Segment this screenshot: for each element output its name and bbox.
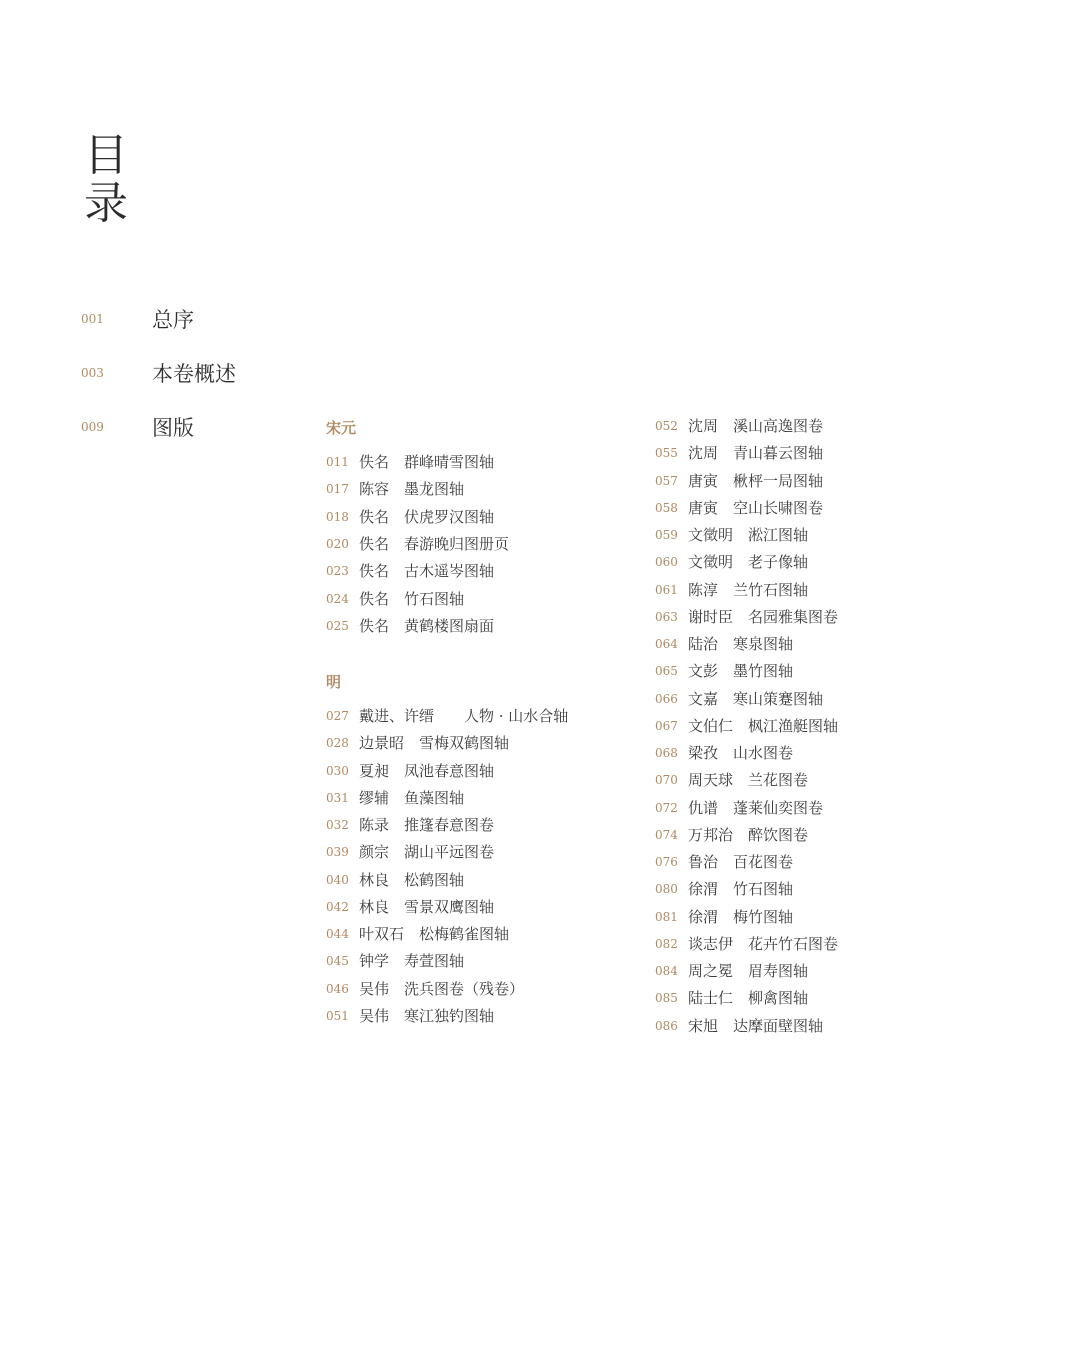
entry-page-number: 076 <box>655 855 678 869</box>
entry-work-title: 寒泉图轴 <box>733 635 794 653</box>
entry-artist: 仇谱 <box>688 798 719 817</box>
entry-artist: 唐寅 <box>688 471 719 490</box>
entry-artist: 文徵明 <box>688 526 734 544</box>
entry-artist: 陈淳 <box>688 580 719 599</box>
entry-page-number: 018 <box>326 509 349 524</box>
toc-main-item[interactable] <box>0 358 320 388</box>
entry-page-number: 057 <box>655 473 678 488</box>
entry-work-title: 楸枰一局图轴 <box>733 471 824 490</box>
entry-artist: 吴伟 <box>359 1006 390 1025</box>
entry-work-title: 寒江独钓图轴 <box>404 1006 495 1025</box>
entry-artist: 吴伟 <box>359 979 390 998</box>
entry-artist: 文伯仁 <box>688 716 734 735</box>
entry-work-title: 凤池春意图轴 <box>404 761 495 780</box>
entry-artist: 徐渭 <box>688 880 719 899</box>
entry-page-number: 046 <box>326 981 349 996</box>
entry-work-title: 鱼藻图轴 <box>404 788 465 807</box>
entry-page-number: 024 <box>326 591 349 606</box>
entry-page-number: 065 <box>655 664 678 679</box>
entry-page-number: 058 <box>655 500 678 515</box>
entry-work-title: 老子像轴 <box>748 553 809 572</box>
entry-page-number: 061 <box>655 582 678 597</box>
entry-page-number: 068 <box>655 746 678 760</box>
entry-work-title: 兰竹石图轴 <box>733 580 809 599</box>
toc-main-item[interactable] <box>0 304 320 334</box>
entry-artist: 佚名 <box>359 453 390 471</box>
toc-column-left <box>326 0 646 1100</box>
entry-work-title: 达摩面壁图轴 <box>733 1016 824 1035</box>
entry-artist: 谢时臣 <box>688 607 734 626</box>
entry-page-number: 085 <box>655 991 678 1006</box>
entry-work-title: 梅竹图轴 <box>733 907 794 926</box>
entry-page-number: 011 <box>326 455 349 469</box>
entry-artist: 钟学 <box>359 952 390 971</box>
entry-page-number: 040 <box>326 872 349 887</box>
entry-work-title: 湖山平远图卷 <box>404 843 495 862</box>
entry-page-number: 023 <box>326 564 349 579</box>
entry-artist: 文徵明 <box>688 553 734 572</box>
entry-page-number: 025 <box>326 618 349 633</box>
entry-work-title: 雪梅双鹤图轴 <box>419 734 510 753</box>
toc-main-number: 001 <box>81 312 104 326</box>
entry-page-number: 044 <box>326 927 349 941</box>
entry-work-title: 群峰晴雪图轴 <box>404 453 495 471</box>
entry-page-number: 067 <box>655 718 678 733</box>
entry-artist: 陈录 <box>359 816 390 834</box>
entry-work-title: 百花图卷 <box>733 853 794 871</box>
entry-page-number: 042 <box>326 899 349 914</box>
entry-page-number: 082 <box>655 936 678 951</box>
entry-page-number: 080 <box>655 882 678 897</box>
entry-work-title: 寿萱图轴 <box>404 952 465 971</box>
section-title-song-yuan: 宋元 <box>326 419 357 437</box>
entry-page-number: 060 <box>655 555 678 570</box>
entry-artist: 缪辅 <box>359 788 390 807</box>
entry-artist: 周天球 <box>688 771 734 790</box>
entry-artist: 宋旭 <box>688 1016 719 1035</box>
entry-page-number: 072 <box>655 800 678 815</box>
entry-artist: 周之冕 <box>688 962 734 980</box>
entry-artist: 佚名 <box>359 534 390 553</box>
entry-work-title: 人物 · 山水合轴 <box>464 707 569 725</box>
entry-artist: 唐寅 <box>688 498 719 517</box>
entry-page-number: 017 <box>326 482 349 497</box>
entry-work-title: 雪景双鹰图轴 <box>404 897 495 916</box>
entry-work-title: 古木遥岑图轴 <box>404 562 495 581</box>
entry-artist: 徐渭 <box>688 907 719 926</box>
entry-page-number: 055 <box>655 446 678 461</box>
entry-page-number: 028 <box>326 736 349 751</box>
entry-page-number: 081 <box>655 909 678 924</box>
entry-work-title: 春游晚归图册页 <box>404 534 510 553</box>
entry-page-number: 063 <box>655 609 678 624</box>
entry-artist: 戴进、许缙 <box>359 707 435 725</box>
entry-work-title: 竹石图轴 <box>404 589 465 608</box>
toc-main-label: 本卷概述 <box>152 362 236 386</box>
entry-page-number: 084 <box>655 964 678 978</box>
entry-artist: 鲁治 <box>688 853 719 871</box>
entry-page-number: 030 <box>326 763 349 778</box>
entry-artist: 万邦治 <box>688 825 734 844</box>
entry-artist: 陈容 <box>359 480 390 499</box>
entry-artist: 佚名 <box>359 589 390 608</box>
entry-work-title: 山水图卷 <box>733 744 794 762</box>
entry-work-title: 醉饮图卷 <box>748 825 809 844</box>
entry-work-title: 松鹤图轴 <box>404 870 465 889</box>
entry-artist: 叶双石 <box>359 925 405 943</box>
entry-page-number: 059 <box>655 528 678 542</box>
toc-main-label: 总序 <box>152 308 194 332</box>
entry-page-number: 045 <box>326 954 349 969</box>
entry-artist: 文彭 <box>688 662 719 681</box>
entry-page-number: 070 <box>655 773 678 788</box>
toc-main-label: 图版 <box>152 416 194 440</box>
entry-work-title: 黄鹤楼图扇面 <box>404 616 495 635</box>
entry-artist: 梁孜 <box>688 744 719 762</box>
entry-work-title: 竹石图轴 <box>733 880 794 899</box>
entry-work-title: 墨龙图轴 <box>404 480 465 499</box>
entry-artist: 边景昭 <box>359 734 405 753</box>
entry-page-number: 032 <box>326 818 349 832</box>
entry-work-title: 枫江渔艇图轴 <box>748 716 839 735</box>
entry-work-title: 松梅鹤雀图轴 <box>419 925 510 943</box>
entry-work-title: 花卉竹石图卷 <box>748 934 839 953</box>
entry-work-title: 淞江图轴 <box>748 526 809 544</box>
entry-artist: 谈志伊 <box>688 934 734 953</box>
entry-artist: 陆士仁 <box>688 989 734 1008</box>
toc-main-number: 003 <box>81 366 104 380</box>
entry-page-number: 051 <box>326 1008 349 1023</box>
entry-work-title: 柳禽图轴 <box>748 989 809 1008</box>
entry-work-title: 兰花图卷 <box>748 771 809 790</box>
entry-artist: 佚名 <box>359 562 390 581</box>
entry-work-title: 洗兵图卷（残卷） <box>404 979 525 998</box>
entry-page-number: 066 <box>655 691 678 706</box>
entry-work-title: 青山暮云图轴 <box>733 444 824 463</box>
entry-work-title: 墨竹图轴 <box>733 662 794 681</box>
entry-artist: 佚名 <box>359 616 390 635</box>
entry-work-title: 溪山高逸图卷 <box>733 417 824 435</box>
entry-page-number: 086 <box>655 1018 678 1033</box>
page-title-line1: 目 <box>84 130 128 181</box>
entry-work-title: 眉寿图轴 <box>748 962 809 980</box>
entry-work-title: 名园雅集图卷 <box>748 607 839 626</box>
entry-artist: 林良 <box>359 870 390 889</box>
toc-main-number: 009 <box>81 420 104 434</box>
entry-work-title: 伏虎罗汉图轴 <box>404 507 495 526</box>
page-title-line2: 录 <box>84 178 128 229</box>
entry-artist: 佚名 <box>359 507 390 526</box>
entry-page-number: 074 <box>655 827 678 842</box>
entry-artist: 颜宗 <box>359 843 390 862</box>
entry-artist: 夏昶 <box>359 761 390 780</box>
entry-page-number: 039 <box>326 845 349 860</box>
entry-page-number: 052 <box>655 419 678 433</box>
entry-artist: 沈周 <box>688 417 719 435</box>
entry-artist: 沈周 <box>688 444 719 463</box>
entry-page-number: 031 <box>326 790 349 805</box>
entry-page-number: 027 <box>326 709 349 723</box>
toc-main-item[interactable] <box>0 412 320 442</box>
entry-work-title: 寒山策蹇图轴 <box>733 689 824 708</box>
entry-work-title: 空山长啸图卷 <box>733 498 824 517</box>
entry-work-title: 推篷春意图卷 <box>404 816 495 834</box>
entry-page-number: 064 <box>655 637 678 651</box>
page-title <box>84 132 144 228</box>
entry-artist: 陆治 <box>688 635 719 653</box>
entry-page-number: 020 <box>326 536 349 551</box>
entry-artist: 林良 <box>359 897 390 916</box>
toc-column-right <box>655 0 1015 1100</box>
entry-work-title: 蓬莱仙奕图卷 <box>733 798 824 817</box>
section-title-ming: 明 <box>326 673 342 691</box>
entry-artist: 文嘉 <box>688 689 719 708</box>
